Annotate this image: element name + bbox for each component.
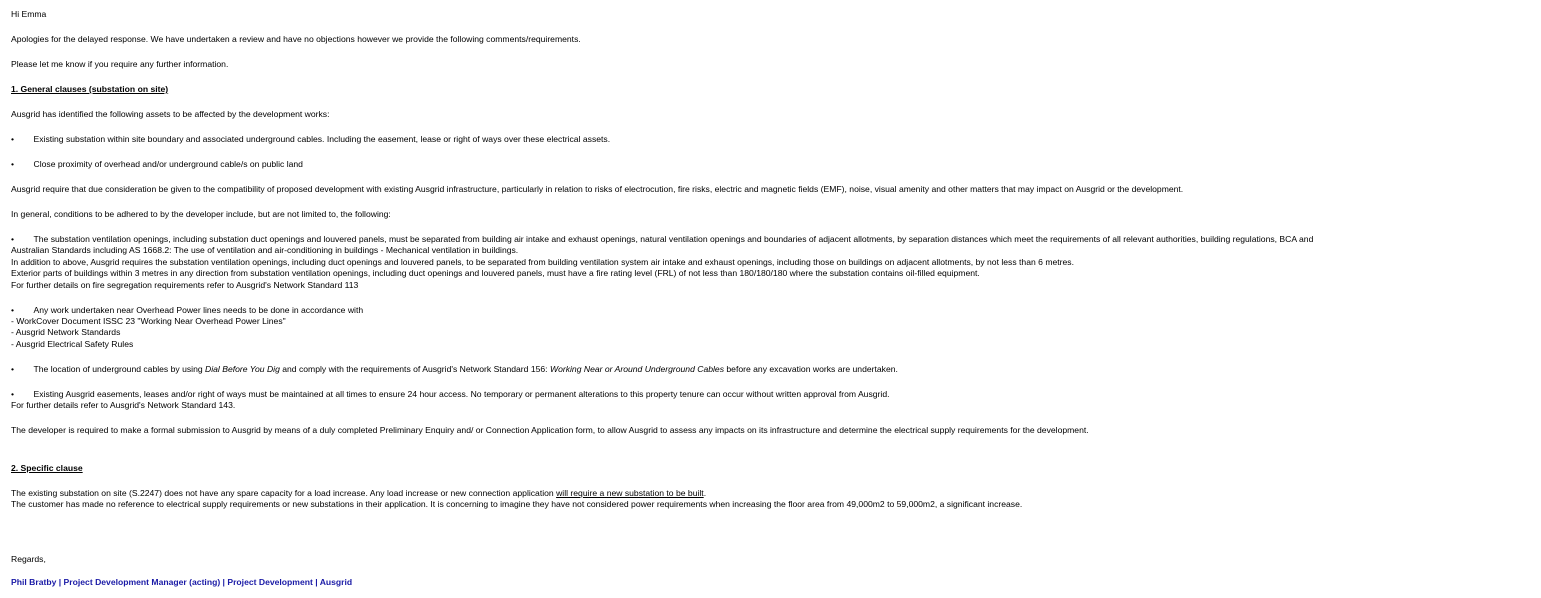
ventilation-line-3: In addition to above, Ausgrid requires the substation ventilation openings, including duct openings and louvered panels, to be separated from building ventilation system air intake and exhaust openings, including those on buildings on adjacent allotments, by not less than 6 metres. xyxy=(11,256,1074,267)
ventilation-block xyxy=(11,234,1536,291)
overhead-item-1: - WorkCover Document ISSC 23 "Working Near Overhead Power Lines" xyxy=(11,316,286,327)
ventilation-line-2: Australian Standards including AS 1668.2: The use of ventilation and air-conditioning in buildings - Mechanical ventilation in buildings. xyxy=(11,245,519,256)
easements-block xyxy=(11,389,1536,412)
ventilation-line-5: For further details on fire segregation requirements refer to Ausgrid's Network Standard 113 xyxy=(11,279,359,290)
ventilation-bullet: • The substation ventilation openings, including substation duct openings and louvered panels, must be separated from building air intake and exhaust openings, natural ventilation openings and boundaries of adjacent allotments, by separation distances which meet the requirements of all relevant authorities, building regulations, BCA and xyxy=(11,234,1314,244)
ventilation-line-4: Exterior parts of buildings within 3 metres in any direction from substation ventilation openings, including duct openings and louvered panels, must have a fire rating level (FRL) of not less than 180/180/180 where the substation contains oil-filled equipment. xyxy=(11,268,980,279)
specific-clause-block xyxy=(11,488,1536,511)
easements-line-2: For further details refer to Ausgrid's Network Standard 143. xyxy=(11,400,236,411)
overhead-block xyxy=(11,305,1536,351)
bullet-icon: • xyxy=(11,388,15,399)
asset-bullet-1 xyxy=(11,134,1536,145)
asset-text-1: Existing substation within site boundary and associated underground cables. Including the easement, lease or right of ways over these electrical assets. xyxy=(33,134,611,144)
submission-text: The developer is required to make a formal submission to Ausgrid by means of a duly completed Preliminary Enquiry and/ or Connection Application form, to allow Ausgrid to assess any impacts on its infrastructure and determine the electrical supply requirements for the development. xyxy=(11,425,1089,436)
bullet-icon: • xyxy=(11,363,15,374)
asset-text-2: Close proximity of overhead and/or underground cable/s on public land xyxy=(33,159,303,169)
new-substation-requirement: will require a new substation to be built xyxy=(556,487,704,498)
overhead-item-3: - Ausgrid Electrical Safety Rules xyxy=(11,338,134,349)
specific-line-1: The existing substation on site (S.2247) does not have any spare capacity for a load increase. Any load increase or new connection application will require a new substation to be built. xyxy=(11,487,707,498)
consideration-text: Ausgrid require that due consideration be given to the compatibility of proposed development with existing Ausgrid infrastructure, particularly in relation to risks of electrocution, fire risks, electric and magnetic fields (EMF), noise, visual amenity and other matters that may impact on Ausgrid or the development. xyxy=(11,184,1184,194)
intro-text: Apologies for the delayed response. We have undertaken a review and have no objections however we provide the following comments/requirements. xyxy=(11,34,581,44)
section2-heading: 2. Specific clause xyxy=(11,462,83,473)
bullet-icon: • xyxy=(11,304,15,315)
dial-before-you-dig: Dial Before You Dig xyxy=(205,363,280,374)
email-body xyxy=(11,9,1536,588)
overhead-bullet: • Any work undertaken near Overhead Power lines needs to be done in accordance with xyxy=(11,304,364,315)
greeting: Hi Emma xyxy=(11,9,47,19)
closing: Regards, xyxy=(11,554,46,565)
assets-intro: Ausgrid has identified the following assets to be affected by the development works: xyxy=(11,109,330,119)
specific-line-2: The customer has made no reference to electrical supply requirements or new substations in their application. It is concerning to imagine they have not considered power requirements when increasing the floor area from 49,000m2 to 59,000m2, a significant increase. xyxy=(11,499,1023,510)
bullet-icon: • xyxy=(11,159,15,169)
section1-heading: 1. General clauses (substation on site) xyxy=(11,84,169,94)
bullet-icon: • xyxy=(11,134,15,144)
network-standard-title: Working Near or Around Underground Cables xyxy=(549,363,725,374)
further-info-text: Please let me know if you require any further information. xyxy=(11,59,229,69)
bullet-icon: • xyxy=(11,234,15,244)
email-signature: Phil Bratby | Project Development Manager (acting) | Project Development | Ausgrid xyxy=(11,576,353,587)
easements-bullet: • Existing Ausgrid easements, leases and/or right of ways must be maintained at all times to ensure 24 hour access. No temporary or permanent alterations to this property tenure can occur without written approval from Ausgrid. xyxy=(11,388,890,399)
asset-bullet-2 xyxy=(11,159,1536,170)
overhead-item-2: - Ausgrid Network Standards xyxy=(11,327,121,338)
underground-bullet: • The location of underground cables by using Dial Before You Dig and comply with the requirements of Ausgrid's Network Standard 156: Working Near or Around Underground Cables before any excavation works are undertaken. xyxy=(11,363,898,374)
conditions-intro: In general, conditions to be adhered to by the developer include, but are not limited to, the following: xyxy=(11,209,391,219)
